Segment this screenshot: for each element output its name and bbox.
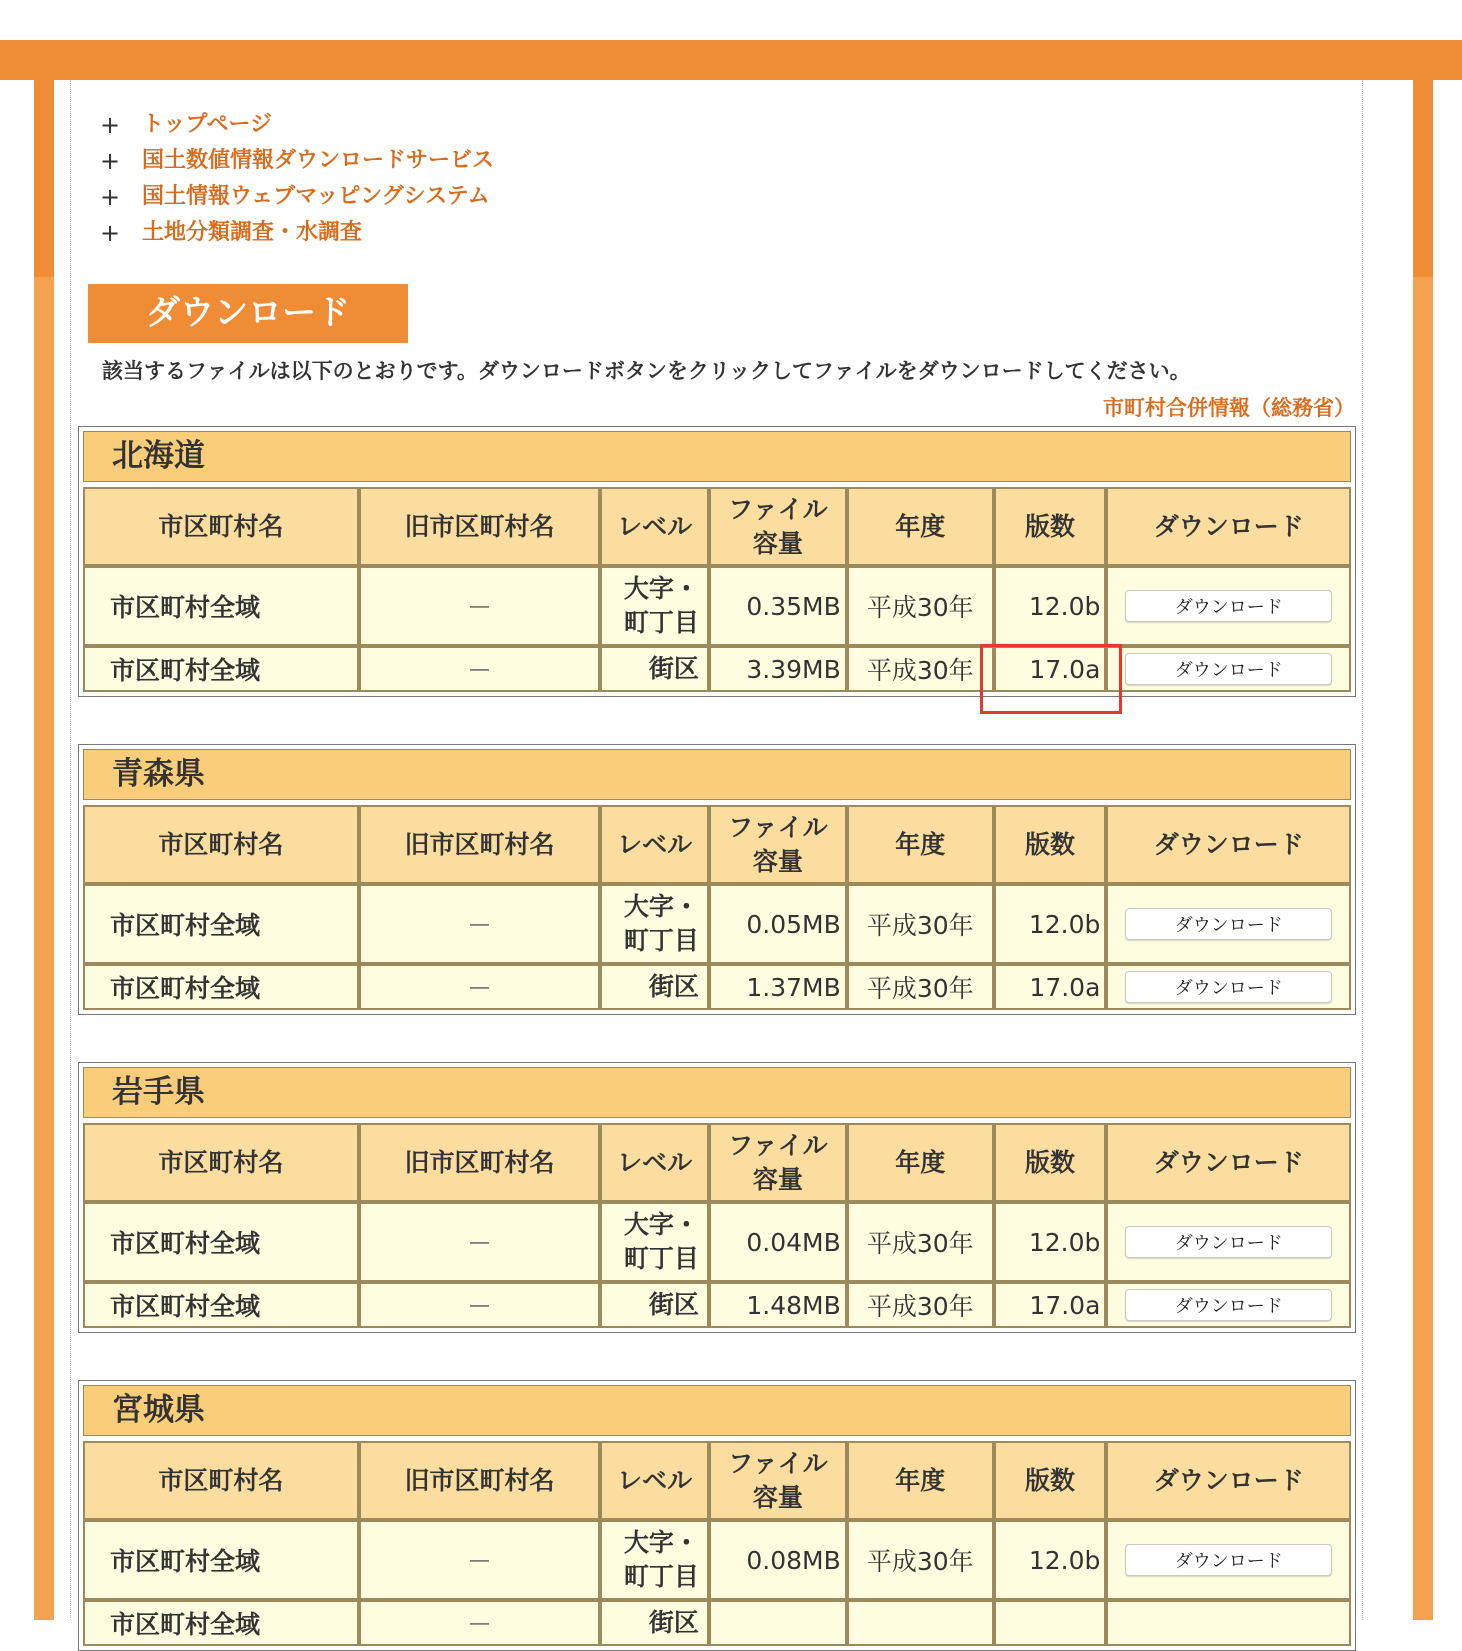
cell-year: 平成30年 (847, 646, 994, 692)
cell-file-size: 1.48MB (709, 1282, 847, 1328)
prefecture-name: 青森県 (83, 749, 1351, 800)
cell-file-size (709, 1600, 847, 1646)
cell-level-line2: 町丁目 (623, 608, 699, 637)
left-frame-border (34, 80, 54, 1620)
cell-download (1106, 1600, 1351, 1646)
table-row (83, 566, 1351, 646)
header-version: 版数 (994, 1441, 1107, 1520)
header-size (709, 805, 847, 884)
download-table (83, 1441, 1351, 1646)
cell-municipality-name: 市区町村全域 (83, 1202, 359, 1282)
table-row (83, 1282, 1351, 1328)
header-name: 市区町村名 (83, 1441, 359, 1520)
cell-level: 街区 (600, 646, 709, 692)
cell-download (1106, 1202, 1351, 1282)
download-button[interactable]: ダウンロード (1125, 908, 1332, 940)
nav-link-top-page[interactable]: トップページ (142, 112, 273, 137)
header-size (709, 1441, 847, 1520)
intro-text: 該当するファイルは以下のとおりです。ダウンロードボタンをクリックしてファイルをダウンロードしてください。 (102, 359, 1191, 383)
cell-version: 12.0b (994, 1202, 1107, 1282)
header-old-name: 旧市区町村名 (359, 1123, 601, 1202)
header-size (709, 1123, 847, 1202)
table-row (83, 1202, 1351, 1282)
header-level: レベル (600, 805, 709, 884)
cell-level-line2: 町丁目 (623, 1244, 699, 1273)
prefecture-name: 北海道 (83, 431, 1351, 482)
page-title: ダウンロード (88, 284, 408, 343)
cell-level: 街区 (600, 964, 709, 1010)
plus-icon: + (100, 111, 121, 139)
cell-download (1106, 1282, 1351, 1328)
table-header-row (83, 805, 1351, 884)
header-year: 年度 (847, 487, 994, 566)
header-size-line2: 容量 (752, 1164, 803, 1194)
table-row (83, 964, 1351, 1010)
cell-version: 12.0b (994, 1520, 1107, 1600)
cell-file-size: 1.37MB (709, 964, 847, 1010)
nav-item-top (100, 110, 494, 146)
cell-level (600, 1202, 709, 1282)
header-version: 版数 (994, 487, 1107, 566)
header-download: ダウンロード (1106, 805, 1351, 884)
header-year: 年度 (847, 1441, 994, 1520)
header-size-line1: ファイル (728, 494, 828, 524)
plus-icon: + (100, 147, 121, 175)
header-download: ダウンロード (1106, 1441, 1351, 1520)
nav-link-land-survey[interactable]: 土地分類調査・水調査 (142, 220, 363, 245)
cell-level (600, 1520, 709, 1600)
download-button[interactable]: ダウンロード (1125, 1226, 1332, 1258)
cell-level-line1: 大字・ (623, 574, 699, 603)
cell-version: 17.0a (994, 1282, 1107, 1328)
header-size-line2: 容量 (752, 1482, 803, 1512)
header-version: 版数 (994, 1123, 1107, 1202)
download-table (83, 487, 1351, 692)
table-row (83, 884, 1351, 964)
table-header-row (83, 487, 1351, 566)
top-banner-bar (0, 40, 1462, 80)
header-name: 市区町村名 (83, 1123, 359, 1202)
cell-old-name: － (359, 646, 601, 692)
header-name: 市区町村名 (83, 487, 359, 566)
cell-download (1106, 964, 1351, 1010)
download-button[interactable]: ダウンロード (1125, 971, 1332, 1003)
cell-file-size: 3.39MB (709, 646, 847, 692)
cell-old-name: － (359, 1520, 601, 1600)
nav-item-webmap (100, 182, 494, 218)
cell-version: 17.0a (994, 646, 1107, 692)
cell-level: 街区 (600, 1600, 709, 1646)
table-row (83, 1520, 1351, 1600)
cell-version: 12.0b (994, 884, 1107, 964)
content-dotted-border-right (1362, 80, 1363, 1620)
cell-year: 平成30年 (847, 964, 994, 1010)
header-size (709, 487, 847, 566)
cell-download (1106, 1520, 1351, 1600)
cell-version: 17.0a (994, 964, 1107, 1010)
header-size-line2: 容量 (752, 846, 803, 876)
header-level: レベル (600, 1123, 709, 1202)
download-button[interactable]: ダウンロード (1125, 590, 1332, 622)
header-size-line1: ファイル (728, 1448, 828, 1478)
table-row (83, 1600, 1351, 1646)
cell-download (1106, 566, 1351, 646)
cell-file-size: 0.35MB (709, 566, 847, 646)
cell-old-name: － (359, 964, 601, 1010)
header-old-name: 旧市区町村名 (359, 487, 601, 566)
cell-download (1106, 884, 1351, 964)
cell-old-name: － (359, 1202, 601, 1282)
cell-year: 平成30年 (847, 1282, 994, 1328)
prefecture-name: 岩手県 (83, 1067, 1351, 1118)
content-dotted-border-left (70, 80, 71, 1620)
cell-level (600, 566, 709, 646)
cell-municipality-name: 市区町村全域 (83, 566, 359, 646)
cell-level (600, 884, 709, 964)
cell-version: 12.0b (994, 566, 1107, 646)
cell-level-line2: 町丁目 (623, 1562, 699, 1591)
header-size-line1: ファイル (728, 1130, 828, 1160)
cell-municipality-name: 市区町村全域 (83, 646, 359, 692)
table-header-row (83, 1123, 1351, 1202)
header-download: ダウンロード (1106, 1123, 1351, 1202)
cell-year: 平成30年 (847, 884, 994, 964)
download-button[interactable]: ダウンロード (1125, 1289, 1332, 1321)
cell-level-line1: 大字・ (623, 1210, 699, 1239)
cell-old-name: － (359, 1600, 601, 1646)
download-table (83, 1123, 1351, 1328)
cell-old-name: － (359, 884, 601, 964)
right-frame-border (1413, 80, 1433, 1620)
cell-municipality-name: 市区町村全域 (83, 884, 359, 964)
cell-download (1106, 646, 1351, 692)
header-year: 年度 (847, 805, 994, 884)
prefecture-section (78, 1380, 1356, 1651)
nav-link-web-mapping[interactable]: 国土情報ウェブマッピングシステム (142, 184, 490, 209)
nav-link-list (100, 110, 494, 254)
plus-icon: + (100, 183, 121, 211)
cell-level-line1: 大字・ (623, 1528, 699, 1557)
cell-level-line1: 大字・ (623, 892, 699, 921)
cell-municipality-name: 市区町村全域 (83, 1520, 359, 1600)
cell-version (994, 1600, 1107, 1646)
cell-file-size: 0.04MB (709, 1202, 847, 1282)
header-download: ダウンロード (1106, 487, 1351, 566)
header-year: 年度 (847, 1123, 994, 1202)
download-table (83, 805, 1351, 1010)
prefecture-section (78, 1062, 1356, 1333)
header-level: レベル (600, 487, 709, 566)
cell-year: 平成30年 (847, 1520, 994, 1600)
download-button[interactable]: ダウンロード (1125, 653, 1332, 685)
cell-municipality-name: 市区町村全域 (83, 1282, 359, 1328)
cell-year: 平成30年 (847, 1202, 994, 1282)
cell-year (847, 1600, 994, 1646)
prefecture-name: 宮城県 (83, 1385, 1351, 1436)
cell-municipality-name: 市区町村全域 (83, 964, 359, 1010)
municipal-merge-link[interactable]: 市町村合併情報（総務省） (1103, 396, 1355, 420)
header-old-name: 旧市区町村名 (359, 1441, 601, 1520)
download-button[interactable]: ダウンロード (1125, 1544, 1332, 1576)
nav-link-ksj-download[interactable]: 国土数値情報ダウンロードサービス (142, 148, 495, 173)
header-version: 版数 (994, 805, 1107, 884)
cell-file-size: 0.05MB (709, 884, 847, 964)
prefecture-section (78, 426, 1356, 697)
nav-item-land (100, 218, 494, 254)
table-header-row (83, 1441, 1351, 1520)
cell-municipality-name: 市区町村全域 (83, 1600, 359, 1646)
cell-file-size: 0.08MB (709, 1520, 847, 1600)
cell-level-line2: 町丁目 (623, 926, 699, 955)
header-size-line1: ファイル (728, 812, 828, 842)
plus-icon: + (100, 219, 121, 247)
cell-old-name: － (359, 1282, 601, 1328)
header-name: 市区町村名 (83, 805, 359, 884)
table-row (83, 646, 1351, 692)
cell-old-name: － (359, 566, 601, 646)
nav-item-ksj (100, 146, 494, 182)
cell-level: 街区 (600, 1282, 709, 1328)
header-level: レベル (600, 1441, 709, 1520)
prefecture-section (78, 744, 1356, 1015)
header-old-name: 旧市区町村名 (359, 805, 601, 884)
header-size-line2: 容量 (752, 528, 803, 558)
cell-year: 平成30年 (847, 566, 994, 646)
